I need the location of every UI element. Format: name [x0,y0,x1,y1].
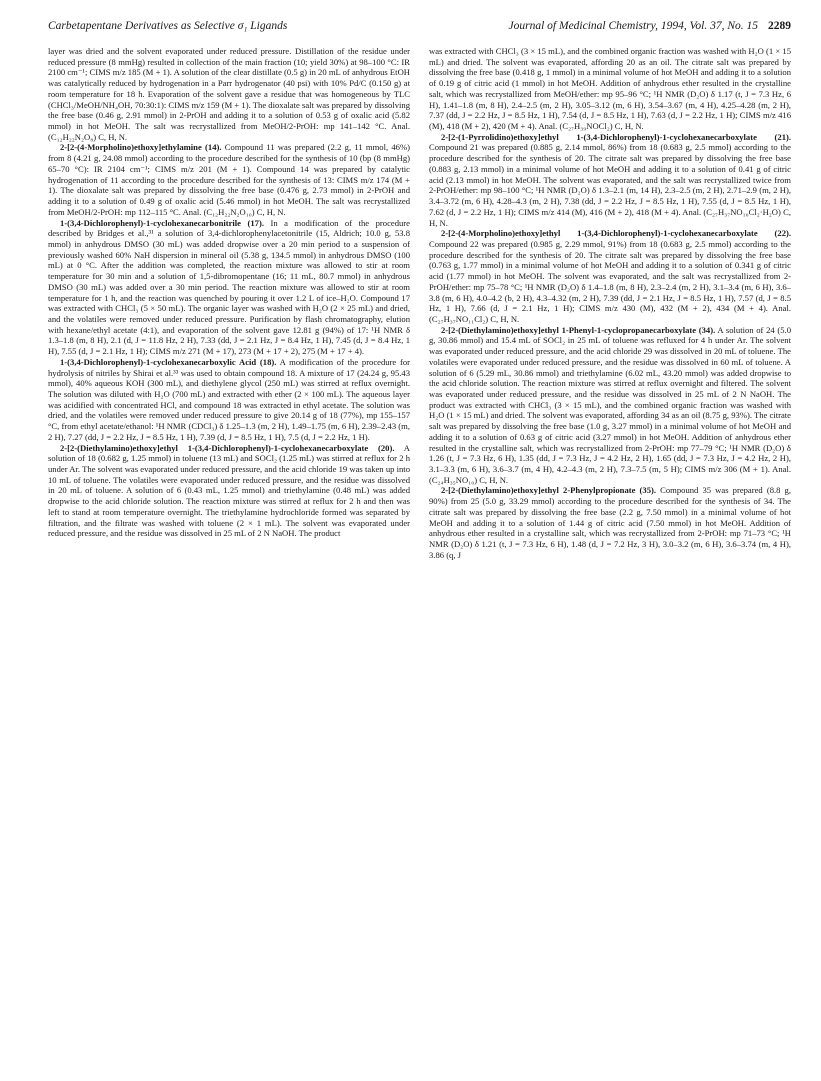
paragraph [48,357,410,443]
paragraph [429,132,791,228]
paragraph-text: Compound 11 was prepared (2.2 g, 11 mmol, 46%) from 8 (4.21 g, 24.08 mmol) according to the procedure described for the synthesis of 10 (bp (8 mmHg) 65–70 °C): IR 2104 cm⁻¹; CIMS m/z 201 (M + 1). Compound 14 was prepared by catalytic hydrogenation of 11 according to the procedure described for the synthesis of 13: CIMS m/z 174 (M + 1). The dioxalate salt was prepared by dissolving the free base (0.476 g, 2.73 mmol) in 2-PrOH and adding it to a solution of 0.49 g of oxalic acid (5.46 mmol) in hot MeOH. The salt was recrystallized from MeOH/2-PrOH: mp 112–115 °C. Anal. (C₁₂H₂₂N₂O₁₀) C, H, N. [48,142,410,217]
compound-heading: 2-[2-(Diethylamino)ethoxy]ethyl 1-(3,4-Dichlorophenyl)-1-cyclohexanecarboxylate (20). [60,442,395,453]
two-column-body [48,46,791,1081]
right-column [429,46,791,1081]
paragraph-text: A modification of the procedure for hydrolysis of nitriles by Shirai et al.³³ was used to obtain compound 18. A mixture of 17 (24.24 g, 95.43 mmol), 40% aqueous KOH (300 mL), and diethylene glycol (250 mL) was stirred at reflux overnight. The solution was diluted with H₂O (700 mL) and extracted with ether (2 × 100 mL). The aqueous layer was acidified with concentrated HCl, and compound 18 was extracted in ethyl acetate. The solution was dried, and the volatiles were removed under reduced pressure to give 20.14 g of 18 (77%), mp 155–157 °C, from ethyl acetate/ethanol: ¹H NMR (CDCl₃) δ 1.25–1.3 (m, 2 H), 1.49–1.75 (m, 6 H), 2.39–2.43 (m, 2 H), 7.27 (dd, J = 2.2 Hz, J = 8.5 Hz, 1 H), 7.39 (d, J = 8.5 Hz, 1 H), 7.5 (d, J = 2.2 Hz, 1 H). [48,356,410,442]
paragraph [429,325,791,486]
paragraph-text: Compound 21 was prepared (0.885 g, 2.14 mmol, 86%) from 18 (0.683 g, 2.5 mmol) according to the procedure described for the synthesis of 20. The citrate salt was prepared by dissolving the free base (0.883 g, 2.13 mmol) in a minimal volume of hot MeOH and adding it to a solution of 0.41 g of citric acid (2.13 mmol) in hot MeOH. The solvent was evaporated, and the salt was recrystallized twice from 2-PrOH/ether: mp 98–100 °C; ¹H NMR (D₂O) δ 1.3–2.1 (m, 14 H), 2.3–2.5 (m, 2 H), 2.71–2.9 (m, 2 H), 3.4–3.72 (m, 6 H), 4.28–4.3 (m, 2 H), 7.38 (dd, J = 2.2 Hz, J = 8.5 Hz, 1 H), 7.55 (d, J = 8.5 Hz, 1 H), 7.62 (d, J = 2.2 Hz, 1 H); CIMS m/z 414 (M), 416 (M + 2), 418 (M + 4). Anal. (C₂₇H₃₇NO₁₀Cl₂·H₂O) C, H, N. [429,142,791,228]
compound-heading: 1-(3,4-Dichlorophenyl)-1-cyclohexanecarboxylic Acid (18). [60,356,277,367]
compound-heading: 1-(3,4-Dichlorophenyl)-1-cyclohexanecarbonitrile (17). [60,217,264,228]
paragraph [429,228,791,324]
paragraph-text: Compound 35 was prepared (8.8 g, 90%) from 25 (5.0 g, 33.29 mmol) according to the procedure described for the synthesis of 34. The citrate salt was prepared by dissolving the free base (2.2 g, 7.50 mmol) in a minimal volume of hot MeOH and adding it to a solution of 1.44 g of citric acid (7.50 mmol) in hot MeOH. Addition of anhydrous ether resulted in a crystalline salt, which was recrystallized from 2-PrOH: mp 71–73 °C; ¹H NMR (D₂O) δ 1.21 (t, J = 7.3 Hz, 6 H), 1.48 (d, J = 7.2 Hz, 3 H), 3.0–3.2 (m, 6 H), 3.6–3.74 (m, 4 H), 3.86 (q, J [429,485,791,560]
paragraph-text: layer was dried and the solvent evaporated under reduced pressure. Distillation of the residue under reduced pressure (8 mmHg) resulted in collection of the main fraction (10; yield 30%) at 98–100 °C: IR 2100 cm⁻¹; CIMS m/z 185 (M + 1). A solution of the clear distillate (0.5 g) in 20 mL of anhydrous EtOH was catalytically reduced by hydrogenation in a Parr hydrogenator (40 psi) with 10% Pd/C (0.150 g) at room temperature for 18 h. Evaporation of the solvent gave a residue that was homogeneous by TLC (CHCl₃/MeOH/NH₄OH, 70:30:1): CIMS m/z 159 (M + 1). The dioxalate salt was prepared by dissolving the free base (0.46 g, 2.91 mmol) in 2-PrOH and adding it to a solution of 0.53 g of oxalic acid (5.82 mmol) in hot MeOH. The salt was recrystallized from MeOH/2-PrOH: mp 141–142 °C. Anal. (C₁₂H₂₂N₂O₈) C, H, N. [48,46,410,142]
paragraph [429,46,791,132]
paragraph [48,443,410,539]
compound-heading: 2-[2-(Diethylamino)ethoxy]ethyl 2-Phenylpropionate (35). [441,485,657,496]
paragraph-text: was extracted with CHCl₃ (3 × 15 mL), and the combined organic fraction was washed with H₂O (1 × 15 mL) and dried. The solvent was evaporated, affording 20 as an oil. The citrate salt was prepared by dissolving the free base (0.418 g, 1 mmol) in a minimal volume of hot MeOH and adding it to a solution of 0.19 g of citric acid (1 mmol) in hot MeOH. Addition of anhydrous ether resulted in the crystalline salt, which was recrystallized from MeOH/ether: mp 95–96 °C; ¹H NMR (D₂O) δ 1.17 (t, J = 7.3 Hz, 6 H), 1.41–1.8 (m, 8 H), 2.4–2.5 (m, 2 H), 3.05–3.12 (m, 6 H), 3.54–3.67 (m, 4 H), 4.25–4.28 (m, 2 H), 7.37 (dd, J = 2.2 Hz, J = 8.5 Hz, 1 H), 7.54 (d, J = 8.5 Hz, 1 H), 7.63 (d, J = 2.2 Hz, 1 H); CIMS m/z 416 (M), 418 (M + 2), 420 (M + 4). Anal. (C₂₇H₃₉NOCl₂) C, H, N. [429,46,791,132]
paragraph-text: A solution of 18 (0.682 g, 1.25 mmol) in toluene (13 mL) and SOCl₂ (1.25 mL) was stirred at reflux for 2 h under Ar. The solvent was evaporated under reduced pressure, and the acid chloride 19 was taken up into 10 mL of toluene. The volatiles were evaporated under reduced pressure, and the residue was dissolved in 20 mL of toluene. A solution of 6 (0.43 mL, 1.25 mmol) and triethylamine (0.48 mL) was added dropwise to the acid chloride solution. The reaction mixture was stirred at reflux for 2 h and then was left to stand at room temperature overnight. The triethylamine hydrochloride formed was separated by filtration, and the filtrate was washed with toluene (2 × 1 mL). The solvent was evaporated under reduced pressure, and the residue was dissolved in 25 mL of 2 N NaOH. The product [48,442,410,539]
running-header [48,20,791,46]
journal-citation: Journal of Medicinal Chemistry, 1994, Vol. 37, No. 15 [508,20,758,32]
running-title: Carbetapentane Derivatives as Selective σ₁ Ligands [48,20,288,32]
paragraph-text: Compound 22 was prepared (0.985 g, 2.29 mmol, 91%) from 18 (0.683 g, 2.5 mmol) according to the procedure described for the synthesis of 20. The citrate salt was prepared by dissolving the free base (0.763 g, 1.77 mmol) in a minimal volume of hot MeOH and adding it to a solution of 0.341 g of citric acid (1.77 mmol) in hot MeOH. The solvent was evaporated, and the salt was recrystallized from 2-PrOH/ether: mp 75–78 °C; ¹H NMR (D₂O) δ 1.4–1.8 (m, 8 H), 2.3–2.4 (m, 2 H), 3.1–3.4 (m, 6 H), 3.6–3.8 (m, 6 H), 4.0–4.2 (b, 2 H), 4.3–4.32 (m, 2 H), 7.39 (dd, J = 2.1 Hz, J = 8.5 Hz, 1 H), 7.57 (d, J = 8.5 Hz, 1 H), 7.66 (d, J = 2.1 Hz, 1 H); CIMS m/z 430 (M), 432 (M + 2), 434 (M + 4). Anal. (C₂₇H₃₇NO₁₁Cl₂) C, H, N. [429,238,791,324]
compound-heading: 2-[2-(1-Pyrrolidino)ethoxy]ethyl 1-(3,4-Dichlorophenyl)-1-cyclohexanecarboxylate (21). [441,131,791,142]
compound-heading: 2-[2-(Diethylamino)ethoxy]ethyl 1-Phenyl-1-cyclopropanecarboxylate (34). [441,324,716,335]
paragraph [48,218,410,357]
compound-heading: 2-[2-(4-Morpholino)ethoxy]ethyl 1-(3,4-Dichlorophenyl)-1-cyclohexanecarboxylate (22). [441,228,791,239]
compound-heading: 2-[2-(4-Morpholino)ethoxy]ethylamine (14). [60,142,222,153]
journal-citation-group [509,20,791,32]
left-column [48,46,410,1081]
paragraph [48,142,410,217]
page-number: 2289 [768,20,791,32]
paragraph [429,485,791,560]
paragraph-text: A solution of 24 (5.0 g, 30.86 mmol) and 15.4 mL of SOCl₂ in 25 mL of toluene was refluxed for 4 h under Ar. The solvent was evaporated under reduced pressure, and the acid chloride 29 was dissolved in 20 mL of toluene. The volatiles were evaporated under reduced pressure, and the residue was dissolved in 60 mL of toluene. A solution of 6 (5.29 mL, 30.86 mmol) and triethylamine (6.02 mL, 43.20 mmol) was added dropwise to the acid chloride solution. The reaction mixture was stirred at reflux overnight and filtered. The solvent was evaporated under reduced pressure, and the residue was dissolved in 25 mL of 2 N NaOH. The product was extracted with CHCl₃ (3 × 15 mL), and the combined organic fraction was washed with H₂O (1 × 15 mL) and dried. The solvent was evaporated, affording 34 as an oil (8.75 g, 93%). The citrate salt was prepared by dissolving the free base (1.0 g, 3.27 mmol) in a minimal volume of hot MeOH and adding it to a solution of 0.63 g of citric acid (3.27 mmol) in hot MeOH. Addition of anhydrous ether resulted in the crystalline salt, which was recrystallized from 2-PrOH: mp 77–79 °C; ¹H NMR (D₂O) δ 1.26 (t, J = 7.3 Hz, 6 H), 1.35 (dd, J = 7.3 Hz, J = 4.2 Hz, 2 H), 1.65 (dd, J = 7.3 Hz, J = 4.2 Hz, 2 H), 3.1–3.3 (m, 6 H), 3.6–3.7 (m, 4 H), 4.2–4.3 (m, 2 H), 7.3–7.5 (m, 5 H); CIMS m/z 306 (M + 1). Anal. (C₂₄H₃₅NO₁₀) C, H, N. [429,324,791,485]
paragraph-text: In a modification of the procedure described by Bridges et al.,³¹ a solution of 3,4-dichlorophenylacetonitrile (15, Aldrich; 10.0 g, 53.8 mmol) in anhydrous DMSO (30 mL) was added dropwise over a 20 min period to a suspension of previously washed 60% NaH dispersion in mineral oil (5.38 g, 134.5 mmol) in anhydrous DMSO (100 mL) at 0 °C. After the addition was completed, the reaction mixture was allowed to stir at room temperature for 30 min and a solution of 1,5-dibromopentane (16; 11 mL, 80.7 mmol) in anhydrous DMSO (30 mL) was added over a 30 min period. The reaction mixture was allowed to stir at room temperature for 1 h, and the reaction was quenched by pouring it over 1.2 L of ice–H₂O. Compound 17 was extracted with CHCl₃ (5 × 50 mL). The organic layer was washed with H₂O (2 × 25 mL) and dried, and the volatiles were removed under reduced pressure. Purification by flash chromatography, elution with hexane/ethyl acetate (4:1), and evaporation of the solvent gave 12.81 g (94%) of 17: ¹H NMR δ 1.3–1.8 (m, 8 H), 2.1 (d, J = 11.8 Hz, 2 H), 7.33 (dd, J = 2.1 Hz, J = 8.4 Hz, 1 H), 7.45 (d, J = 8.4 Hz, 1 H), 7.55 (d, J = 2.1 Hz, 1 H); CIMS m/z 271 (M + 17), 273 (M + 17 + 2), 275 (M + 17 + 4). [48,217,410,357]
paragraph [48,46,410,142]
